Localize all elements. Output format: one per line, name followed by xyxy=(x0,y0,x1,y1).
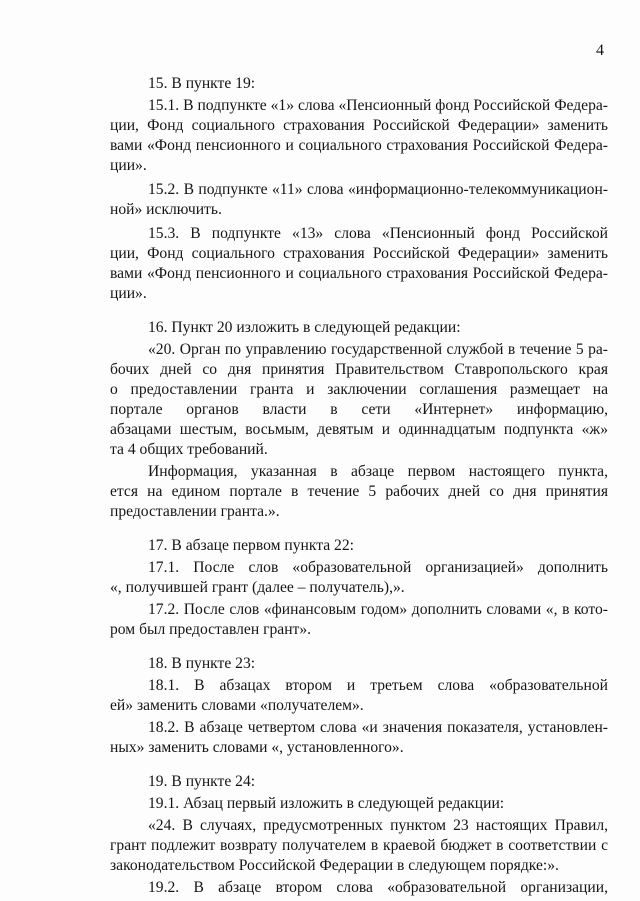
text-line: ных» заменить словами «, установленного». xyxy=(110,739,404,756)
text-line: о предоставлении гранта и заключении соглашения размещает на xyxy=(110,381,608,398)
text-line: портале органов власти в сети «Интернет» информацию, xyxy=(110,401,608,418)
text-line: 15.3. В подпункте «13» слова «Пенсионный фонд Российской xyxy=(148,225,608,242)
text-line: «20. Орган по управлению государственной службой в течение 5 ра- xyxy=(148,341,608,358)
text-line: 18. В пункте 23: xyxy=(148,655,256,672)
text-line: ной» исключить. xyxy=(110,201,222,218)
text-line: абзацами шестым, восьмым, девятым и одиннадцатым подпункта «ж» xyxy=(110,421,608,438)
text-line: вами «Фонд пенсионного и социального страхования Российской Федера- xyxy=(110,137,608,154)
text-line: 19. В пункте 24: xyxy=(148,773,256,790)
text-line: ции, Фонд социального страхования Российской Федерации» заменить xyxy=(110,245,608,262)
text-line: грант подлежит возврату получателем в краевой бюджет в соответствии с xyxy=(110,837,608,854)
text-line: ции, Фонд социального страхования Российской Федерации» заменить xyxy=(110,117,608,134)
text-line: 17.2. После слов «финансовым годом» дополнить словами «, в кото- xyxy=(148,601,608,618)
text-line: 15. В пункте 19: xyxy=(148,75,256,92)
text-line: 19.1. Абзац первый изложить в следующей редакции: xyxy=(148,795,505,812)
text-line: предоставлении гранта.». xyxy=(110,503,280,520)
text-line: ции». xyxy=(110,157,147,174)
text-line: ей» заменить словами «получателем». xyxy=(110,697,364,714)
text-line: Информация, указанная в абзаце первом настоящего пункта, xyxy=(148,463,608,480)
text-line: 17. В абзаце первом пункта 22: xyxy=(148,537,354,554)
text-line: 16. Пункт 20 изложить в следующей редакции: xyxy=(148,319,461,336)
text-line: 19.2. В абзаце втором слова «образовательной организации, xyxy=(148,879,608,896)
text-line: 17.1. После слов «образовательной организацией» дополнить xyxy=(148,559,608,576)
text-line: 18.2. В абзаце четвертом слова «и значения показателя, установлен- xyxy=(148,719,608,736)
text-line: «24. В случаях, предусмотренных пунктом 23 настоящих Правил, xyxy=(148,817,608,834)
text-line: законодательством Российской Федерации в следующем порядке:». xyxy=(110,857,559,874)
text-line: бочих дней со дня принятия Правительством Ставропольского края xyxy=(110,361,608,378)
text-line: «, получившей грант (далее – получатель),». xyxy=(110,579,405,596)
text-line: ется на едином портале в течение 5 рабочих дней со дня принятия xyxy=(110,483,608,500)
text-line: 15.2. В подпункте «11» слова «информационно-телекоммуникацион- xyxy=(148,181,608,198)
text-line: та 4 общих требований. xyxy=(110,441,268,458)
text-line: ром был предоставлен грант». xyxy=(110,621,312,638)
text-line: вами «Фонд пенсионного и социального страхования Российской Федера- xyxy=(110,265,608,282)
text-line: 15.1. В подпункте «1» слова «Пенсионный фонд Российской Федера- xyxy=(148,97,608,114)
text-line: ции». xyxy=(110,285,147,302)
text-line: 18.1. В абзацах втором и третьем слова «образовательной xyxy=(148,677,608,694)
page-number: 4 xyxy=(596,42,604,59)
